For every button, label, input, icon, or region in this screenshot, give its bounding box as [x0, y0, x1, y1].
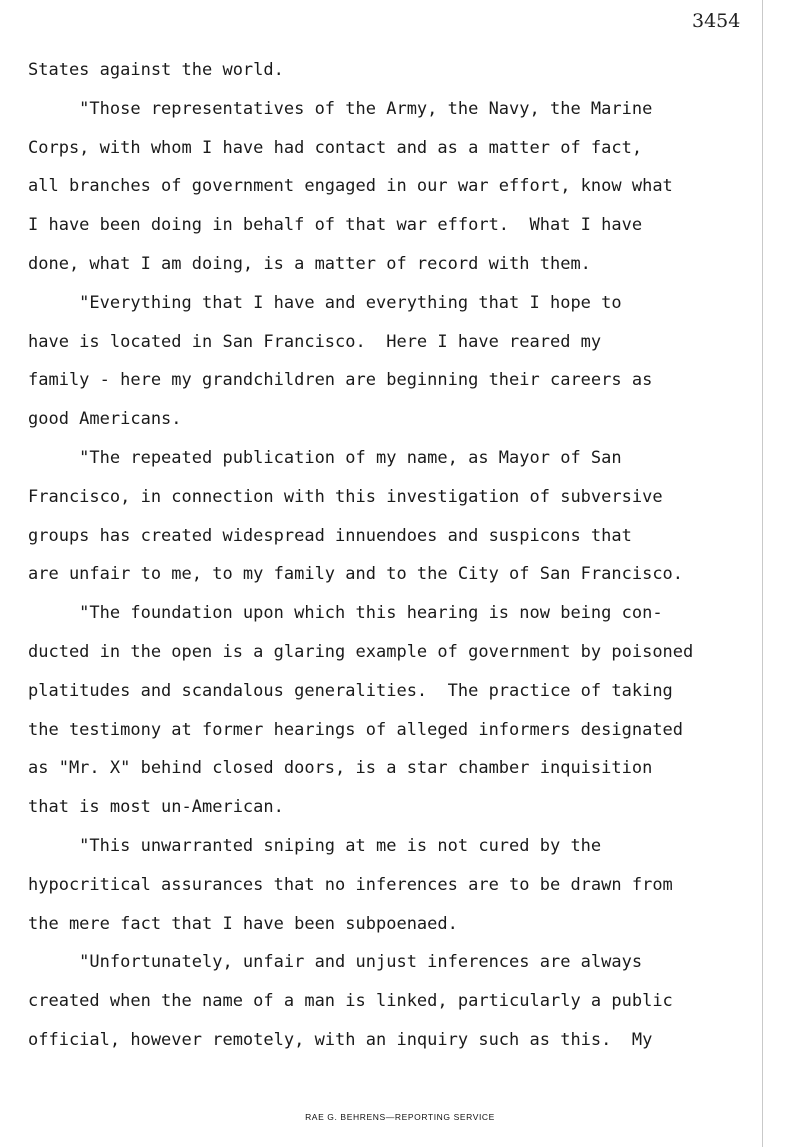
text-line: I have been doing in behalf of that war effort. What I have	[28, 215, 643, 236]
reporting-service-footer: RAE G. BEHRENS—REPORTING SERVICE	[305, 1112, 495, 1122]
text-line: groups has created widespread innuendoes and suspicons that	[28, 525, 632, 546]
text-line: Corps, with whom I have had contact and as a matter of fact,	[28, 137, 643, 158]
text-line: are unfair to me, to my family and to the City of San Francisco.	[28, 564, 684, 585]
page-number: 3454	[692, 10, 741, 32]
text-line: that is most un-American.	[28, 797, 284, 818]
text-line: "Unfortunately, unfair and unjust inferences are always	[28, 952, 643, 973]
text-line: Francisco, in connection with this investigation of subversive	[28, 486, 663, 507]
text-line: have is located in San Francisco. Here I have reared my	[28, 331, 602, 352]
text-line: "Everything that I have and everything that I hope to	[28, 292, 622, 313]
text-line: "Those representatives of the Army, the Navy, the Marine	[28, 98, 653, 119]
text-line: family - here my grandchildren are beginning their careers as	[28, 370, 653, 391]
text-line: "The foundation upon which this hearing is now being con-	[28, 603, 663, 624]
text-line: the mere fact that I have been subpoenaed.	[28, 913, 458, 934]
text-line: the testimony at former hearings of alleged informers designated	[28, 719, 684, 740]
text-line: ducted in the open is a glaring example of government by poisoned	[28, 641, 694, 662]
text-line: all branches of government engaged in our war effort, know what	[28, 176, 673, 197]
text-line: as "Mr. X" behind closed doors, is a star chamber inquisition	[28, 758, 653, 779]
text-line: official, however remotely, with an inquiry such as this. My	[28, 1029, 653, 1050]
text-line: platitudes and scandalous generalities. The practice of taking	[28, 680, 673, 701]
text-line: hypocritical assurances that no inferences are to be drawn from	[28, 874, 673, 895]
text-line: good Americans.	[28, 409, 182, 430]
transcript-body	[28, 51, 788, 1060]
text-line: created when the name of a man is linked, particularly a public	[28, 991, 673, 1012]
text-line: "This unwarranted sniping at me is not cured by the	[28, 835, 602, 856]
text-line: "The repeated publication of my name, as Mayor of San	[28, 447, 622, 468]
text-line: done, what I am doing, is a matter of record with them.	[28, 253, 591, 274]
text-line: States against the world.	[28, 60, 284, 80]
